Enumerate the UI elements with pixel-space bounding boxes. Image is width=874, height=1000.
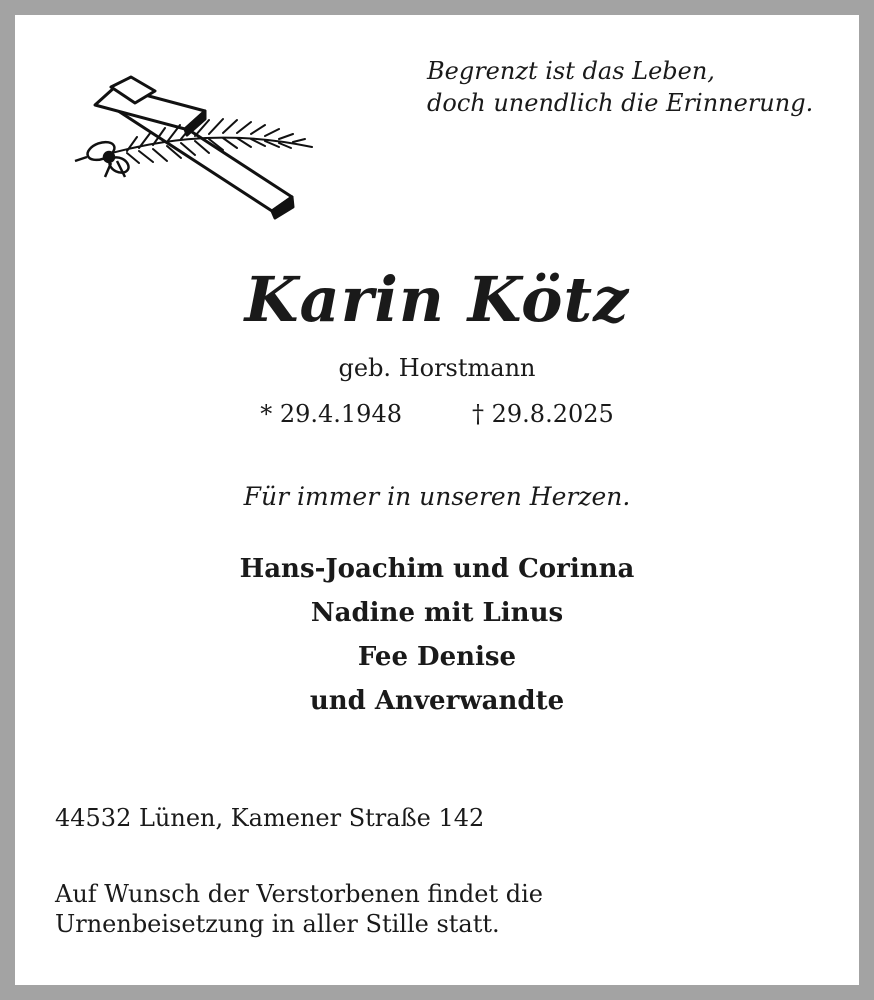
notice-line: Auf Wunsch der Verstorbenen findet die (55, 880, 543, 908)
deceased-name: Karin Kötz (244, 263, 630, 336)
mourner-line: Nadine mit Linus (310, 598, 564, 628)
mourner-line: Fee Denise (357, 642, 517, 672)
quote-line: Begrenzt ist das Leben, (427, 57, 715, 85)
maiden-name: geb. Horstmann (338, 354, 536, 382)
motto: Für immer in unseren Herzen. (243, 482, 631, 511)
quote-line: doch unendlich die Erinnerung. (427, 89, 814, 117)
birth-date: * 29.4.1948 (260, 400, 402, 428)
death-date: † 29.8.2025 (472, 400, 614, 428)
life-dates (15, 399, 859, 429)
mourner-line: und Anverwandte (309, 686, 565, 716)
mourner-line: Hans-Joachim und Corinna (239, 554, 635, 584)
quote (427, 55, 813, 119)
burial-notice (55, 879, 543, 939)
obituary-card (15, 15, 859, 985)
notice-line: Urnenbeisetzung in aller Stille statt. (55, 910, 500, 938)
cross-with-palm-branch-icon (67, 65, 317, 220)
address: 44532 Lünen, Kamener Straße 142 (55, 804, 485, 832)
mourners-list (15, 547, 859, 723)
